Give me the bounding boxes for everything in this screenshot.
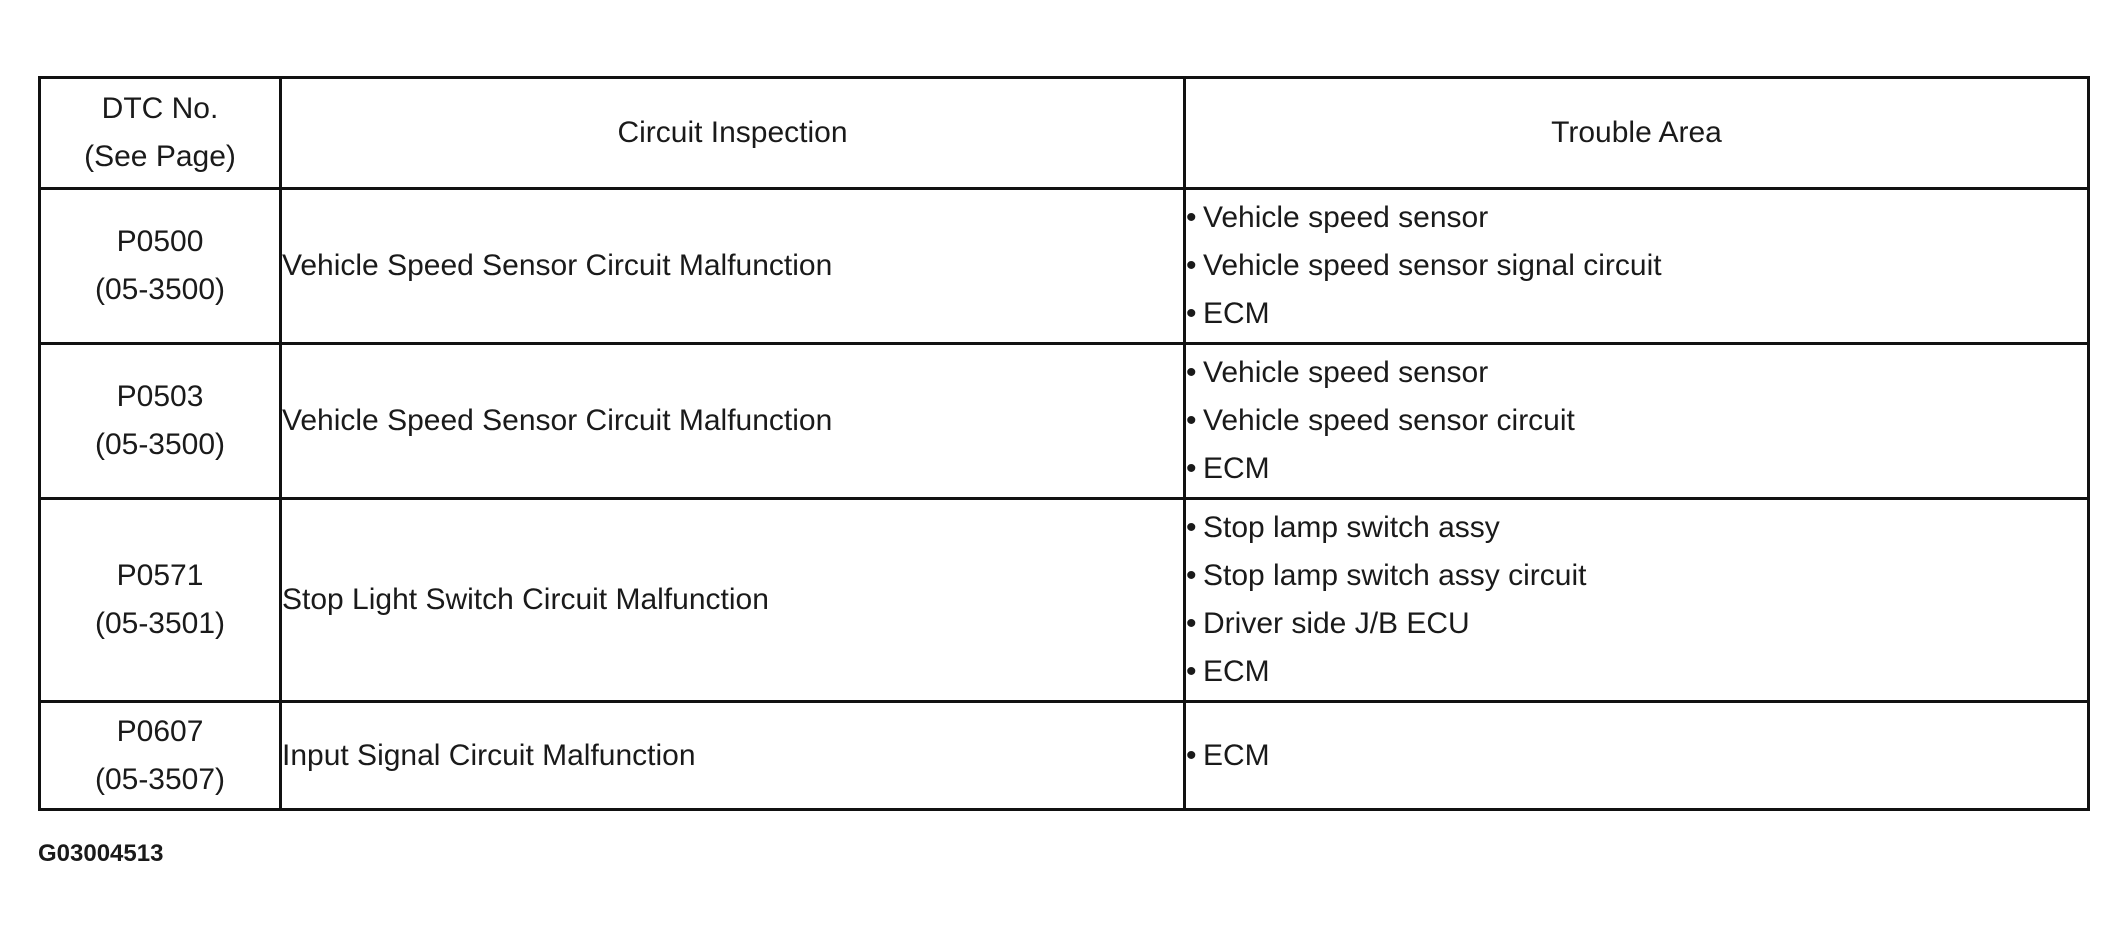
dtc-code: P0571 — [116, 559, 204, 592]
trouble-area-item — [1186, 290, 2087, 338]
trouble-area-text: Driver side J/B ECU — [1203, 607, 1470, 640]
trouble-area-text: Vehicle speed sensor — [1203, 201, 1489, 234]
circuit-inspection-cell: Input Signal Circuit Malfunction — [281, 702, 1185, 810]
bullet-icon: • — [1186, 607, 1197, 640]
header-trouble-area: Trouble Area — [1185, 78, 2089, 189]
bullet-icon: • — [1186, 738, 1197, 772]
trouble-area-cell — [1185, 344, 2089, 499]
dtc-cell — [40, 499, 281, 702]
dtc-page-ref: (05-3501) — [94, 607, 226, 640]
trouble-area-item — [1186, 552, 2087, 600]
trouble-area-list — [1186, 349, 2087, 493]
trouble-area-item — [1186, 732, 2087, 780]
dtc-code: P0503 — [116, 380, 204, 413]
circuit-inspection-cell: Vehicle Speed Sensor Circuit Malfunction — [281, 344, 1185, 499]
trouble-area-item — [1186, 397, 2087, 445]
trouble-area-text: ECM — [1203, 297, 1270, 330]
bullet-icon: • — [1186, 511, 1197, 544]
dtc-page-ref: (05-3507) — [94, 762, 226, 796]
dtc-table — [38, 76, 2090, 811]
trouble-area-text: ECM — [1203, 738, 1270, 772]
trouble-area-list — [1186, 732, 2087, 780]
dtc-page-ref: (05-3500) — [94, 428, 226, 461]
trouble-area-text: ECM — [1203, 655, 1270, 688]
bullet-icon: • — [1186, 249, 1197, 282]
trouble-area-text: Vehicle speed sensor — [1203, 356, 1489, 389]
trouble-area-item — [1186, 445, 2087, 493]
dtc-cell — [40, 189, 281, 344]
trouble-area-item — [1186, 504, 2087, 552]
bullet-icon: • — [1186, 452, 1197, 485]
table-row — [40, 702, 2089, 810]
header-dtc-line1: DTC No. — [101, 92, 219, 125]
bullet-icon: • — [1186, 201, 1197, 234]
header-dtc-no — [40, 78, 281, 189]
trouble-area-text: Vehicle speed sensor circuit — [1203, 404, 1575, 437]
trouble-area-list — [1186, 194, 2087, 338]
table-row — [40, 189, 2089, 344]
trouble-area-text: Vehicle speed sensor signal circuit — [1203, 249, 1662, 282]
bullet-icon: • — [1186, 404, 1197, 437]
trouble-area-cell — [1185, 189, 2089, 344]
header-row — [40, 78, 2089, 189]
dtc-cell — [40, 702, 281, 810]
table-row — [40, 344, 2089, 499]
bullet-icon: • — [1186, 356, 1197, 389]
trouble-area-item — [1186, 648, 2087, 696]
circuit-inspection-cell: Vehicle Speed Sensor Circuit Malfunction — [281, 189, 1185, 344]
trouble-area-item — [1186, 194, 2087, 242]
bullet-icon: • — [1186, 559, 1197, 592]
bullet-icon: • — [1186, 655, 1197, 688]
header-dtc-line2: (See Page) — [84, 140, 236, 173]
circuit-inspection-cell: Stop Light Switch Circuit Malfunction — [281, 499, 1185, 702]
trouble-area-text: Stop lamp switch assy circuit — [1203, 559, 1587, 592]
dtc-code: P0500 — [116, 225, 204, 258]
table-row — [40, 499, 2089, 702]
trouble-area-list — [1186, 504, 2087, 696]
trouble-area-text: ECM — [1203, 452, 1270, 485]
trouble-area-cell — [1185, 499, 2089, 702]
trouble-area-cell — [1185, 702, 2089, 810]
figure-id: G03004513 — [38, 840, 164, 867]
dtc-cell — [40, 344, 281, 499]
dtc-code: P0607 — [116, 714, 204, 748]
trouble-area-item — [1186, 349, 2087, 397]
dtc-page-ref: (05-3500) — [94, 273, 226, 306]
bullet-icon: • — [1186, 297, 1197, 330]
trouble-area-text: Stop lamp switch assy — [1203, 511, 1500, 544]
trouble-area-item — [1186, 600, 2087, 648]
trouble-area-item — [1186, 242, 2087, 290]
header-circuit-inspection: Circuit Inspection — [281, 78, 1185, 189]
